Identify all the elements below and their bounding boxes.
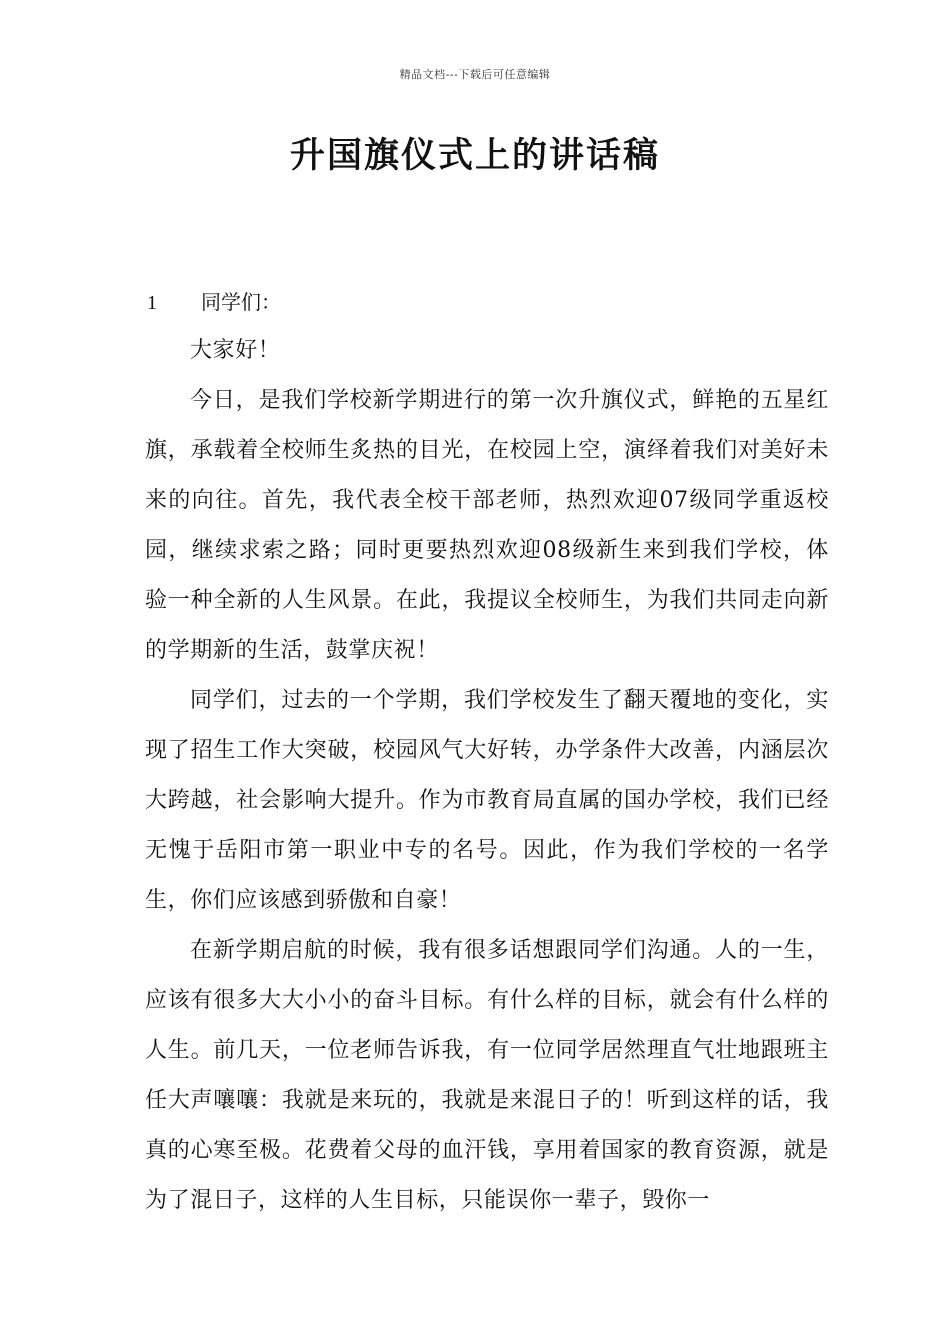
paragraph-greeting: 大家好！: [190, 338, 281, 363]
header-note: 精品文档---下载后可任意编辑: [399, 68, 551, 81]
section-heading: [147, 287, 281, 318]
section-number: 1: [147, 292, 157, 314]
paragraph-goals: 在新学期启航的时候，我有很多话想跟同学们沟通。人的一生，应该有很多大大小小的奋斗目标。有什么样的目标，就会有什么样的人生。前几天，一位老师告诉我，有一位同学居然理直气壮地跟班主任大声嚷嚷：我就是来玩的，我就是来混日子的！听到这样的话，我真的心寒至极。花费着父母的血汗钱，享用着国家的教育资源，就是为了混日子，这样的人生目标，只能误你一辈子，毁你一: [145, 938, 829, 1213]
document-title: 升国旗仪式上的讲话稿: [289, 136, 660, 176]
paragraph-opening: 今日，是我们学校新学期进行的第一次升旗仪式，鲜艳的五星红旗，承载着全校师生炙热的目光，在校园上空，演绎着我们对美好未来的向往。首先，我代表全校干部老师，热烈欢迎07级同学重返校园，继续求索之路；同时更要热烈欢迎08级新生来到我们学校，体验一种全新的人生风景。在此，我提议全校师生，为我们共同走向新的学期新的生活，鼓掌庆祝！: [145, 388, 829, 663]
paragraph-achievements: 同学们，过去的一个学期，我们学校发生了翻天覆地的变化，实现了招生工作大突破，校园风气大好转，办学条件大改善，内涵层次大跨越，社会影响大提升。作为市教育局直属的国办学校，我们已经无愧于岳阳市第一职业中专的名号。因此，作为我们学校的一名学生，你们应该感到骄傲和自豪！: [145, 688, 829, 913]
body-text: [145, 326, 829, 1226]
salutation: 同学们：: [201, 290, 281, 314]
